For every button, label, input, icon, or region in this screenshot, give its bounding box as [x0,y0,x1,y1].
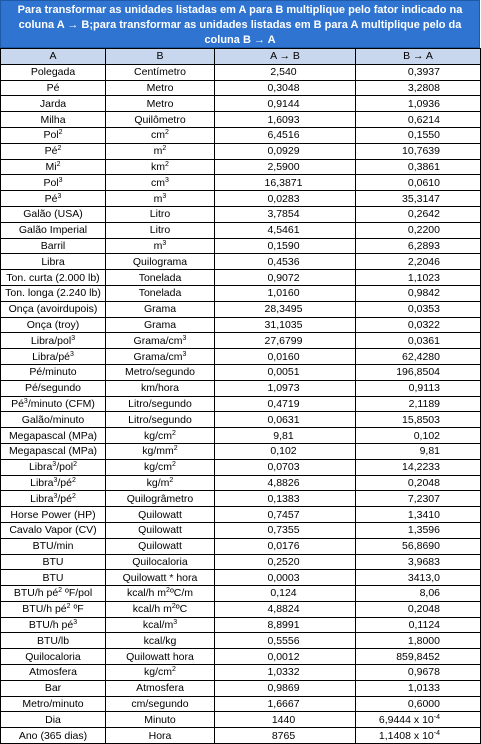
cell-factor-a-to-b: 31,1035 [215,317,356,333]
cell-factor-b-to-a: 0,9842 [356,285,481,301]
cell-unit-b: Quilowatt * hora [106,570,215,586]
table-row [1,554,481,570]
cell-unit-b: Metro [106,96,215,112]
cell-factor-a-to-b: 0,7355 [215,522,356,538]
cell-unit-a: $Libra^3/pé^2$ [1,475,106,491]
cell-factor-a-to-b: 0,0703 [215,459,356,475]
table-row [1,586,481,602]
cell-unit-b: kcal/$m^3$ [106,617,215,633]
cell-unit-b: Centímetro [106,64,215,80]
cell-factor-a-to-b: 4,5461 [215,222,356,238]
cell-unit-a: Horse Power (HP) [1,507,106,523]
table-row [1,191,481,207]
table-row [1,206,481,222]
cell-unit-a: BTU/h $pé^3$ [1,617,106,633]
cell-factor-a-to-b: 0,1383 [215,491,356,507]
cell-unit-b: Quilogrâmetro [106,491,215,507]
table-row [1,428,481,444]
cell-unit-a: Onça (avoirdupois) [1,301,106,317]
cell-factor-a-to-b: 0,2520 [215,554,356,570]
cell-unit-b: $m^3$ [106,238,215,254]
cell-factor-a-to-b: 1,6093 [215,112,356,128]
table-row [1,507,481,523]
cell-factor-b-to-a: 0,1124 [356,617,481,633]
cell-factor-a-to-b: 1440 [215,712,356,728]
cell-factor-a-to-b: 0,7457 [215,507,356,523]
cell-unit-a: BTU/lb [1,633,106,649]
cell-factor-a-to-b: 3,7854 [215,206,356,222]
cell-unit-b: $m^2$ [106,143,215,159]
table-row [1,127,481,143]
cell-unit-a: $Pé^3$/minuto (CFM) [1,396,106,412]
cell-unit-b: Quilowatt [106,507,215,523]
cell-unit-b: Quilowatt [106,522,215,538]
cell-factor-a-to-b: 2,540 [215,64,356,80]
cell-unit-b: $cm^2$ [106,127,215,143]
cell-factor-b-to-a: 10,7639 [356,143,481,159]
cell-unit-b: km/hora [106,380,215,396]
cell-factor-b-to-a: 0,0610 [356,175,481,191]
cell-factor-b-to-a: 3413,0 [356,570,481,586]
cell-factor-b-to-a: 0,6214 [356,112,481,128]
cell-unit-a: Cavalo Vapor (CV) [1,522,106,538]
cell-factor-a-to-b: 0,9869 [215,680,356,696]
cell-factor-a-to-b: 0,124 [215,586,356,602]
cell-unit-b: Litro/segundo [106,396,215,412]
cell-factor-b-to-a: 196,8504 [356,364,481,380]
cell-factor-b-to-a: 0,0361 [356,333,481,349]
table-row [1,317,481,333]
cell-unit-b: $kg/cm^2$ [106,428,215,444]
table-row [1,649,481,665]
cell-unit-a: BTU/min [1,538,106,554]
cell-unit-b: Grama [106,317,215,333]
cell-unit-a: Pé/segundo [1,380,106,396]
table-row [1,285,481,301]
cell-unit-b: Quilograma [106,254,215,270]
cell-unit-b: Tonelada [106,270,215,286]
table-row [1,222,481,238]
cell-unit-b: Quilocaloria [106,554,215,570]
cell-unit-a: BTU/h $pé^2$ ºF [1,601,106,617]
table-row [1,443,481,459]
cell-unit-a: BTU [1,554,106,570]
cell-factor-b-to-a: 6,2893 [356,238,481,254]
column-header-a-to-b: A → B [215,49,356,65]
table-row [1,159,481,175]
cell-unit-a: Pé [1,80,106,96]
cell-factor-b-to-a: 1,0936 [356,96,481,112]
cell-unit-a: Libra/pol$^3$ [1,333,106,349]
cell-factor-b-to-a: 2,2046 [356,254,481,270]
cell-unit-b: Grama [106,301,215,317]
cell-unit-b: kcal/h $m^2ºC$ [106,601,215,617]
cell-unit-a: Megapascal (MPa) [1,428,106,444]
cell-factor-b-to-a: 1,1023 [356,270,481,286]
cell-factor-a-to-b: 0,0160 [215,349,356,365]
table-row [1,349,481,365]
cell-unit-b: $kg/cm^2$ [106,665,215,681]
cell-unit-b: Tonelada [106,285,215,301]
table-row [1,64,481,80]
table-row [1,333,481,349]
cell-factor-a-to-b: 2,5900 [215,159,356,175]
table-row [1,712,481,728]
cell-factor-b-to-a: 7,2307 [356,491,481,507]
cell-unit-b: $kg/cm^2$ [106,459,215,475]
cell-unit-a: Polegada [1,64,106,80]
cell-factor-b-to-a: 1,8000 [356,633,481,649]
cell-factor-a-to-b: 8,8991 [215,617,356,633]
cell-factor-b-to-a: 8,06 [356,586,481,602]
cell-unit-a: BTU/h $pé^2$ ºF/pol [1,586,106,602]
cell-factor-b-to-a: 0,2642 [356,206,481,222]
cell-factor-a-to-b: 0,0929 [215,143,356,159]
table-header-row [1,49,481,65]
cell-factor-b-to-a: 62,4280 [356,349,481,365]
cell-factor-b-to-a: 1,1408 x $10^{-4}$ [356,728,481,744]
cell-factor-a-to-b: 0,9072 [215,270,356,286]
cell-factor-a-to-b: 0,0176 [215,538,356,554]
cell-unit-b: $kg/mm^2$ [106,443,215,459]
cell-unit-b: Quilômetro [106,112,215,128]
cell-unit-a: Ton. longa (2.240 lb) [1,285,106,301]
cell-unit-b: Hora [106,728,215,744]
table-row [1,270,481,286]
cell-factor-b-to-a: 0,0322 [356,317,481,333]
cell-factor-a-to-b: 1,0973 [215,380,356,396]
column-header-b: B [106,49,215,65]
cell-unit-b: Litro/segundo [106,412,215,428]
cell-unit-a: Pol$^2$ [1,127,106,143]
cell-factor-b-to-a: 1,3410 [356,507,481,523]
cell-factor-b-to-a: 0,9113 [356,380,481,396]
cell-unit-a: Galão/minuto [1,412,106,428]
cell-factor-a-to-b: 0,0631 [215,412,356,428]
cell-factor-b-to-a: 0,2048 [356,601,481,617]
table-row [1,364,481,380]
cell-unit-b: Minuto [106,712,215,728]
cell-factor-b-to-a: 15,8503 [356,412,481,428]
cell-unit-a: Atmosfera [1,665,106,681]
cell-factor-a-to-b: 28,3495 [215,301,356,317]
cell-factor-b-to-a: 0,102 [356,428,481,444]
table-row [1,238,481,254]
cell-factor-a-to-b: 0,0051 [215,364,356,380]
table-row [1,175,481,191]
table-row [1,522,481,538]
table-row [1,254,481,270]
cell-unit-b: Litro [106,222,215,238]
cell-factor-b-to-a: 0,1550 [356,127,481,143]
table-row [1,301,481,317]
cell-unit-b: $m^3$ [106,191,215,207]
cell-factor-b-to-a: 0,2200 [356,222,481,238]
cell-unit-a: Galão Imperial [1,222,106,238]
cell-factor-b-to-a: 0,3937 [356,64,481,80]
cell-factor-b-to-a: 14,2233 [356,459,481,475]
cell-factor-a-to-b: 9,81 [215,428,356,444]
cell-unit-b: Litro [106,206,215,222]
cell-factor-b-to-a: 35,3147 [356,191,481,207]
table-body [1,64,481,743]
cell-factor-a-to-b: 0,4719 [215,396,356,412]
cell-unit-a: Libra$^3$/pol$^2$ [1,459,106,475]
cell-unit-b: kcal/h $m^2ºC/m$ [106,586,215,602]
cell-factor-a-to-b: 4,8826 [215,475,356,491]
cell-factor-a-to-b: 0,102 [215,443,356,459]
cell-unit-a: Jarda [1,96,106,112]
cell-unit-b: kcal/kg [106,633,215,649]
table-row [1,570,481,586]
table-row [1,143,481,159]
cell-factor-b-to-a: 6,9444 x $10^{-4}$ [356,712,481,728]
cell-factor-b-to-a: 9,81 [356,443,481,459]
cell-factor-b-to-a: 0,0353 [356,301,481,317]
cell-factor-a-to-b: 16,3871 [215,175,356,191]
cell-unit-b: Grama/$cm^3$ [106,333,215,349]
cell-unit-b: $cm^3$ [106,175,215,191]
table-title: Para transformar as unidades listadas em A para B multiplique pelo fator indicado na coluna A → B;para transformar as unidades listadas em B para A multiplique pelo da coluna B → A [0,0,480,48]
cell-factor-b-to-a: 2,1189 [356,396,481,412]
cell-factor-b-to-a: 3,9683 [356,554,481,570]
cell-factor-b-to-a: 0,9678 [356,665,481,681]
cell-factor-a-to-b: 0,0003 [215,570,356,586]
cell-unit-a: Milha [1,112,106,128]
table-row [1,412,481,428]
cell-factor-b-to-a: 0,6000 [356,696,481,712]
cell-unit-a: Ano (365 dias) [1,728,106,744]
table-row [1,538,481,554]
cell-unit-b: cm/segundo [106,696,215,712]
cell-factor-a-to-b: 6,4516 [215,127,356,143]
cell-unit-a: Pol$^3$ [1,175,106,191]
cell-factor-a-to-b: 0,5556 [215,633,356,649]
table-row [1,380,481,396]
cell-factor-b-to-a: 1,0133 [356,680,481,696]
cell-factor-a-to-b: 0,1590 [215,238,356,254]
cell-unit-a: Libra [1,254,106,270]
cell-unit-a: Barril [1,238,106,254]
cell-factor-a-to-b: 27,6799 [215,333,356,349]
cell-unit-b: Quilowatt [106,538,215,554]
cell-unit-a: Pé/minuto [1,364,106,380]
cell-unit-b: $kg/m^2$ [106,475,215,491]
cell-factor-b-to-a: 56,8690 [356,538,481,554]
cell-factor-a-to-b: 1,0160 [215,285,356,301]
cell-unit-a: Quilocaloria [1,649,106,665]
table-row [1,728,481,744]
table-row [1,459,481,475]
cell-factor-a-to-b: 0,0012 [215,649,356,665]
cell-unit-a: $Pé^3$ [1,191,106,207]
cell-factor-b-to-a: 0,2048 [356,475,481,491]
table-row [1,396,481,412]
column-header-a: A [1,49,106,65]
cell-unit-a: Ton. curta (2.000 lb) [1,270,106,286]
cell-factor-a-to-b: 8765 [215,728,356,744]
cell-factor-a-to-b: 4,8824 [215,601,356,617]
table-row [1,96,481,112]
conversion-table [0,48,481,744]
cell-factor-b-to-a: 859,8452 [356,649,481,665]
cell-unit-b: Metro/segundo [106,364,215,380]
cell-unit-b: Grama/$cm^3$ [106,349,215,365]
table-row [1,665,481,681]
cell-factor-a-to-b: 0,0283 [215,191,356,207]
cell-unit-b: Metro [106,80,215,96]
table-row [1,80,481,96]
cell-unit-b: $km^2$ [106,159,215,175]
cell-factor-a-to-b: 0,4536 [215,254,356,270]
cell-unit-a: $Libra^3/pé^2$ [1,491,106,507]
column-header-b-to-a: B → A [356,49,481,65]
table-row [1,633,481,649]
cell-unit-b: Quilowatt hora [106,649,215,665]
table-row [1,680,481,696]
cell-unit-a: Metro/minuto [1,696,106,712]
cell-factor-a-to-b: 0,9144 [215,96,356,112]
cell-factor-b-to-a: 0,3861 [356,159,481,175]
table-row [1,475,481,491]
cell-unit-a: BTU [1,570,106,586]
cell-unit-a: Onça (troy) [1,317,106,333]
table-row [1,696,481,712]
table-row [1,617,481,633]
cell-factor-b-to-a: 1,3596 [356,522,481,538]
cell-unit-a: Bar [1,680,106,696]
cell-unit-a: Libra/$pé^3$ [1,349,106,365]
cell-unit-b: Atmosfera [106,680,215,696]
cell-factor-a-to-b: 0,3048 [215,80,356,96]
cell-unit-a: Dia [1,712,106,728]
cell-unit-a: Mi$^2$ [1,159,106,175]
cell-unit-a: $Pé^2$ [1,143,106,159]
table-row [1,112,481,128]
cell-unit-a: Galão (USA) [1,206,106,222]
cell-unit-a: Megapascal (MPa) [1,443,106,459]
table-row [1,601,481,617]
cell-factor-a-to-b: 1,0332 [215,665,356,681]
table-row [1,491,481,507]
cell-factor-a-to-b: 1,6667 [215,696,356,712]
cell-factor-b-to-a: 3,2808 [356,80,481,96]
